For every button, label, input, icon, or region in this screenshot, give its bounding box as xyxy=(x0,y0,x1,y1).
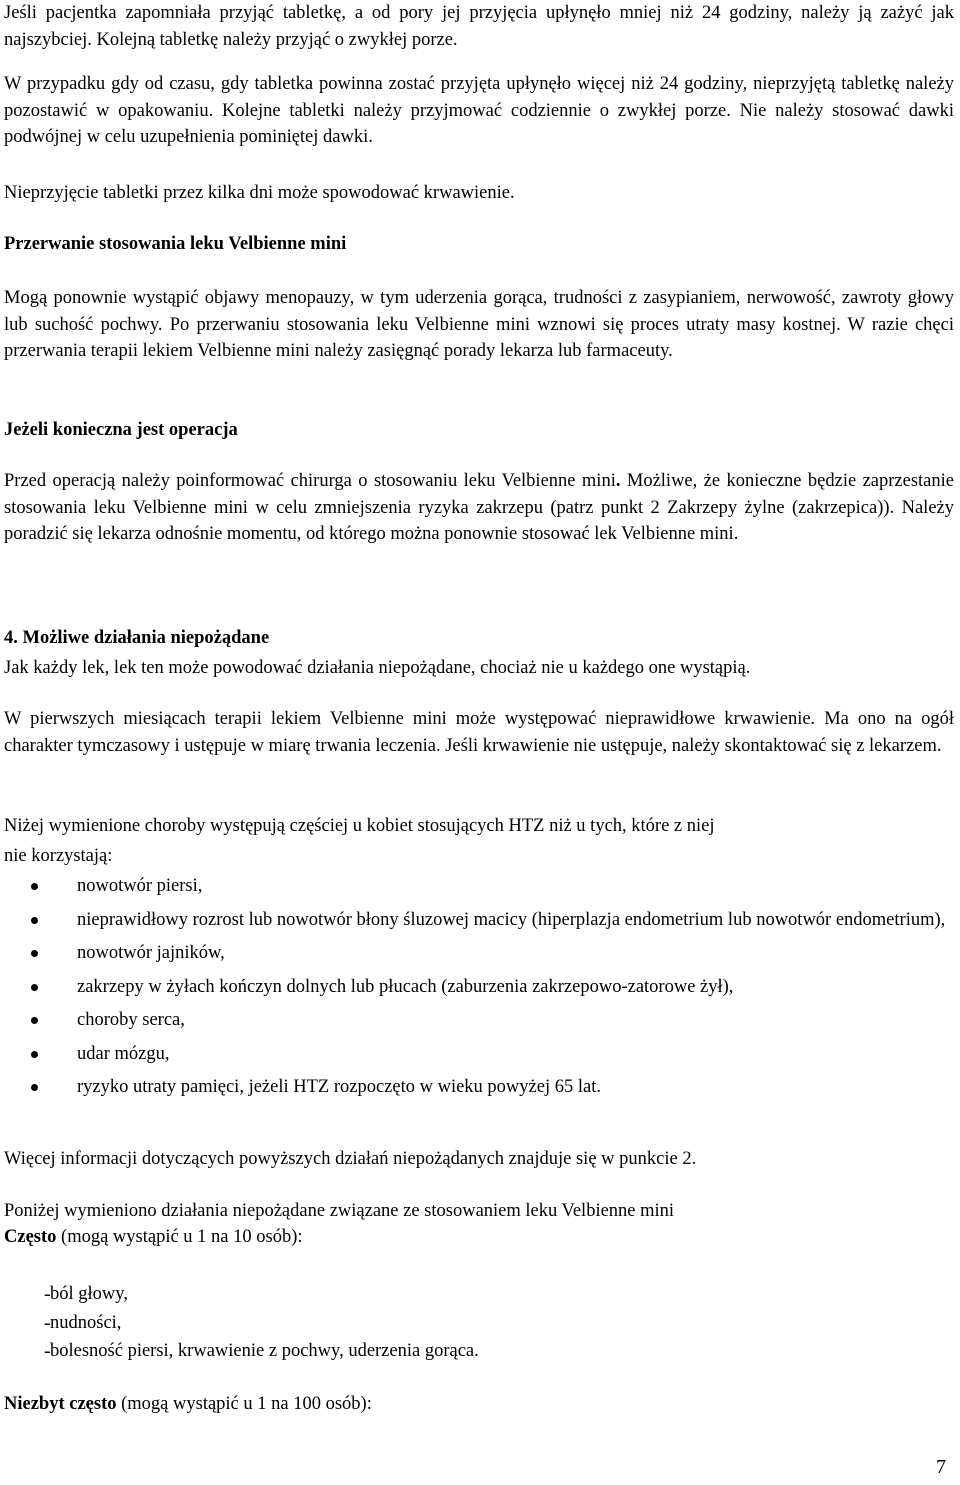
frequency-uncommon-desc: (mogą wystąpić u 1 na 100 osób): xyxy=(116,1394,372,1414)
side-effects-intro: Jak każdy lek, lek ten może powodować działania niepożądane, chociaż nie u każdego one wystąpią. xyxy=(4,658,751,678)
section-heading-stopping: Przerwanie stosowania leku Velbienne mini xyxy=(4,234,347,254)
surgery-paragraph-part1: Przed operacją należy poinformować chirurga o stosowaniu leku Velbienne mini xyxy=(4,471,616,491)
frequency-common xyxy=(4,1224,303,1251)
page-number: 7 xyxy=(936,1456,946,1478)
list-item: - bolesność piersi, krwawienie z pochwy, uderzenia gorąca. xyxy=(4,1338,954,1365)
list-item: udar mózgu, xyxy=(4,1041,954,1068)
list-item: - nudności, xyxy=(4,1310,954,1337)
bleeding-paragraph: W pierwszych miesiącach terapii lekiem Velbienne mini może występować nieprawidłowe krwawienie. Ma ono na ogół charakter tymczasowy i ustępuje w miarę trwania leczenia. Jeśli krwawienie nie ustępuje, należy skontaktować się z lekarzem. xyxy=(4,709,954,756)
surgery-paragraph xyxy=(4,468,954,548)
surgery-paragraph-part2: Możliwe, że konieczne będzie zaprzestanie stosowania leku Velbienne mini w celu zmniejszenia ryzyka zakrzepu (patrz punkt 2 Zakrzepy żylne (zakrzepica)). Należy poradzić się lekarza odnośnie momentu, od którego można ponownie stosować lek Velbienne mini. xyxy=(4,471,954,544)
list-item: nowotwór jajników, xyxy=(4,940,954,967)
list-item: ryzyko utraty pamięci, jeżeli HTZ rozpoczęto w wieku powyżej 65 lat. xyxy=(4,1074,954,1101)
list-item: nowotwór piersi, xyxy=(4,873,954,900)
diseases-list xyxy=(4,873,954,1101)
bleeding-note: Nieprzyjęcie tabletki przez kilka dni może spowodować krwawienie. xyxy=(4,183,515,203)
htz-diseases-intro-line1: Niżej wymienione choroby występują częściej u kobiet stosujących HTZ niż u tych, które z niej xyxy=(4,816,715,836)
side-effects-heading-text: 4. Możliwe działania niepożądane xyxy=(4,628,270,648)
side-effects-list-intro: Poniżej wymieniono działania niepożądane związane ze stosowaniem leku Velbienne mini xyxy=(4,1201,675,1221)
list-item: choroby serca, xyxy=(4,1007,954,1034)
more-info-note: Więcej informacji dotyczących powyższych działań niepożądanych znajduje się w punkcie 2. xyxy=(4,1149,697,1169)
list-item: nieprawidłowy rozrost lub nowotwór błony śluzowej macicy (hiperplazja endometrium lub nowotwór endometrium), xyxy=(4,907,954,934)
frequency-uncommon-label: Niezbyt często xyxy=(4,1394,117,1414)
list-item: zakrzepy w żyłach kończyn dolnych lub płucach (zaburzenia zakrzepowo-zatorowe żył), xyxy=(4,974,954,1001)
stopping-paragraph: Mogą ponownie wystąpić objawy menopauzy, w tym uderzenia gorąca, trudności z zasypianiem, nerwowość, zawroty głowy lub suchość pochwy. Po przerwaniu stosowania leku Velbienne mini wznowi się proces utraty masy kostnej. W razie chęci przerwania terapii lekiem Velbienne mini należy zasięgnąć porady lekarza lub farmaceuty. xyxy=(4,288,954,361)
htz-diseases-intro-line2: nie korzystają: xyxy=(4,846,113,866)
section-heading-side-effects xyxy=(4,625,269,652)
late-dose-paragraph: W przypadku gdy od czasu, gdy tabletka powinna zostać przyjęta upłynęło więcej niż 24 godziny, nieprzyjętą tabletkę należy pozostawić w opakowaniu. Kolejne tabletki należy przyjmować codziennie o zwykłej porze. Nie należy stosować dawki podwójnej w celu uzupełnienia pominiętej dawki. xyxy=(4,74,954,147)
surgery-paragraph-dot: . xyxy=(615,471,621,491)
section-heading-surgery: Jeżeli konieczna jest operacja xyxy=(4,420,238,440)
frequency-uncommon xyxy=(4,1391,372,1418)
frequency-common-desc: (mogą wystąpić u 1 na 10 osób): xyxy=(56,1227,303,1247)
list-item: - ból głowy, xyxy=(4,1281,954,1308)
missed-dose-paragraph: Jeśli pacjentka zapomniała przyjąć tabletkę, a od pory jej przyjęcia upłynęło mniej niż 24 godziny, należy ją zażyć jak najszybciej. Kolejną tabletkę należy przyjąć o zwykłej porze. xyxy=(4,3,954,50)
common-effects-list xyxy=(4,1281,954,1365)
frequency-common-label: Często xyxy=(4,1227,57,1247)
